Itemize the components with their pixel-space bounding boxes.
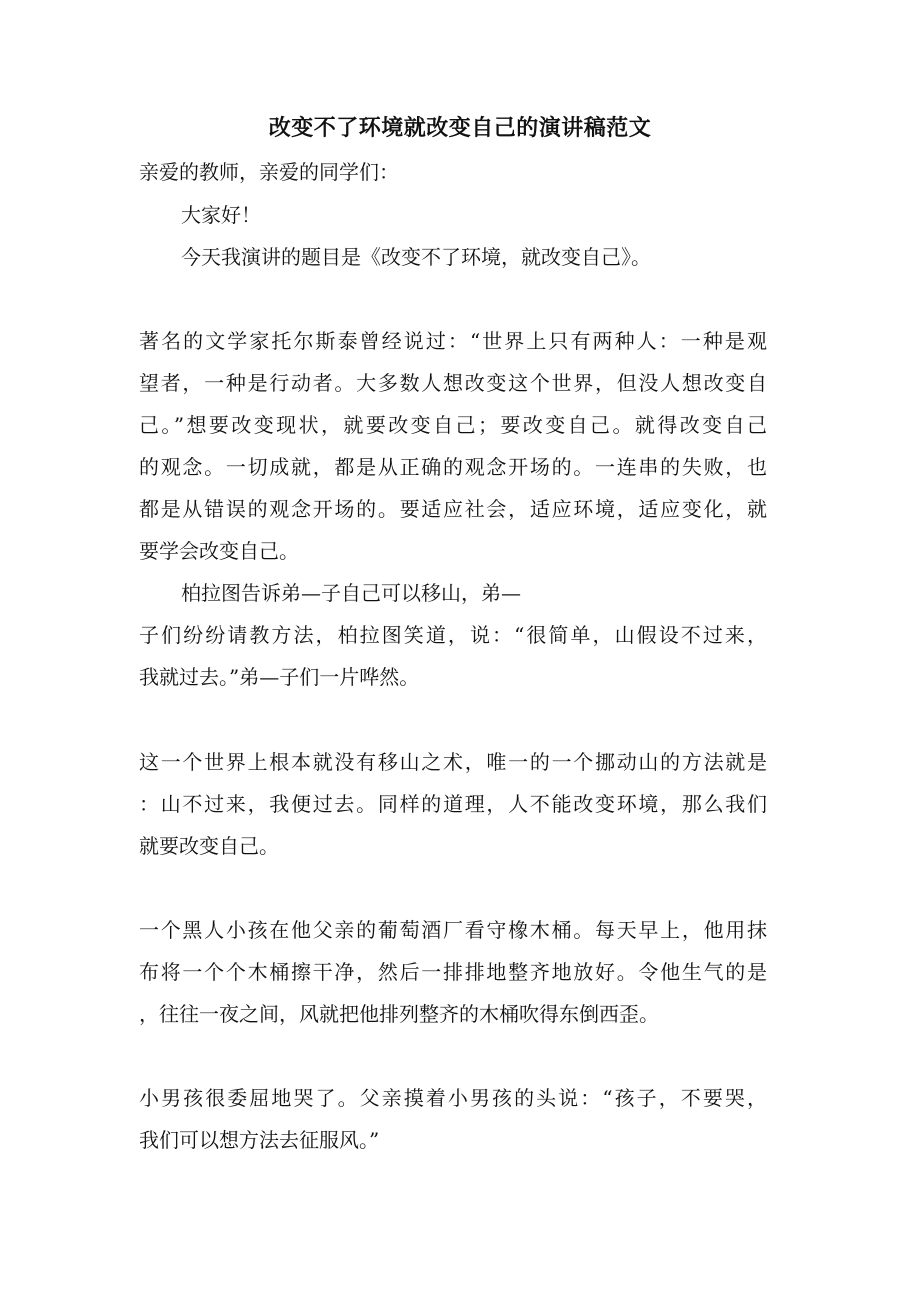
paragraph-line: ，往往一夜之间，风就把他排列整齐的木桶吹得东倒西歪。: [139, 1002, 659, 1026]
paragraph-line: 子们纷纷请教方法，柏拉图笑道，说：“很简单，山假设不过来，: [139, 623, 767, 647]
paragraph-line: 我就过去。”弟—子们一片哗然。: [139, 665, 420, 689]
paragraph-line: 望者，一种是行动者。大多数人想改变这个世界，但没人想改变自: [139, 371, 767, 395]
paragraph-line: 布将一个个木桶擦干净，然后一排排地整齐地放好。令他生气的是: [139, 960, 767, 984]
paragraph-line: 小男孩很委屈地哭了。父亲摸着小男孩的头说：“孩子，不要哭，: [139, 1086, 767, 1110]
paragraph-line: 著名的文学家托尔斯泰曾经说过：“世界上只有两种人：一种是观: [139, 329, 767, 353]
paragraph-line: 就要改变自己。: [139, 834, 279, 858]
paragraph-line: 己。”想要改变现状，就要改变自己；要改变自己。就得改变自己: [139, 413, 767, 437]
paragraph-line: 一个黑人小孩在他父亲的葡萄酒厂看守橡木桶。每天早上，他用抹: [139, 918, 767, 942]
paragraph-line: 都是从错误的观念开场的。要适应社会，适应环境，适应变化，就: [139, 497, 767, 521]
paragraph-line: 我们可以想方法去征服风。”: [139, 1128, 380, 1152]
document-title: 改变不了环境就改变自己的演讲稿范文: [268, 115, 652, 141]
paragraph-line: 柏拉图告诉弟—子自己可以移山，弟—: [181, 581, 521, 605]
greeting-line: 大家好！: [181, 203, 261, 227]
paragraph-line: 要学会改变自己。: [139, 539, 299, 563]
paragraph-line: 这一个世界上根本就没有移山之术，唯一的一个挪动山的方法就是: [139, 750, 767, 774]
paragraph-line: 的观念。一切成就，都是从正确的观念开场的。一连串的失败，也: [139, 455, 767, 479]
paragraph-line: ：山不过来，我便过去。同样的道理，人不能改变环境，那么我们: [139, 792, 767, 816]
salutation-line: 亲爱的教师，亲爱的同学们：: [139, 160, 399, 184]
speech-topic-line: 今天我演讲的题目是《改变不了环境，就改变自己》。: [181, 245, 651, 269]
